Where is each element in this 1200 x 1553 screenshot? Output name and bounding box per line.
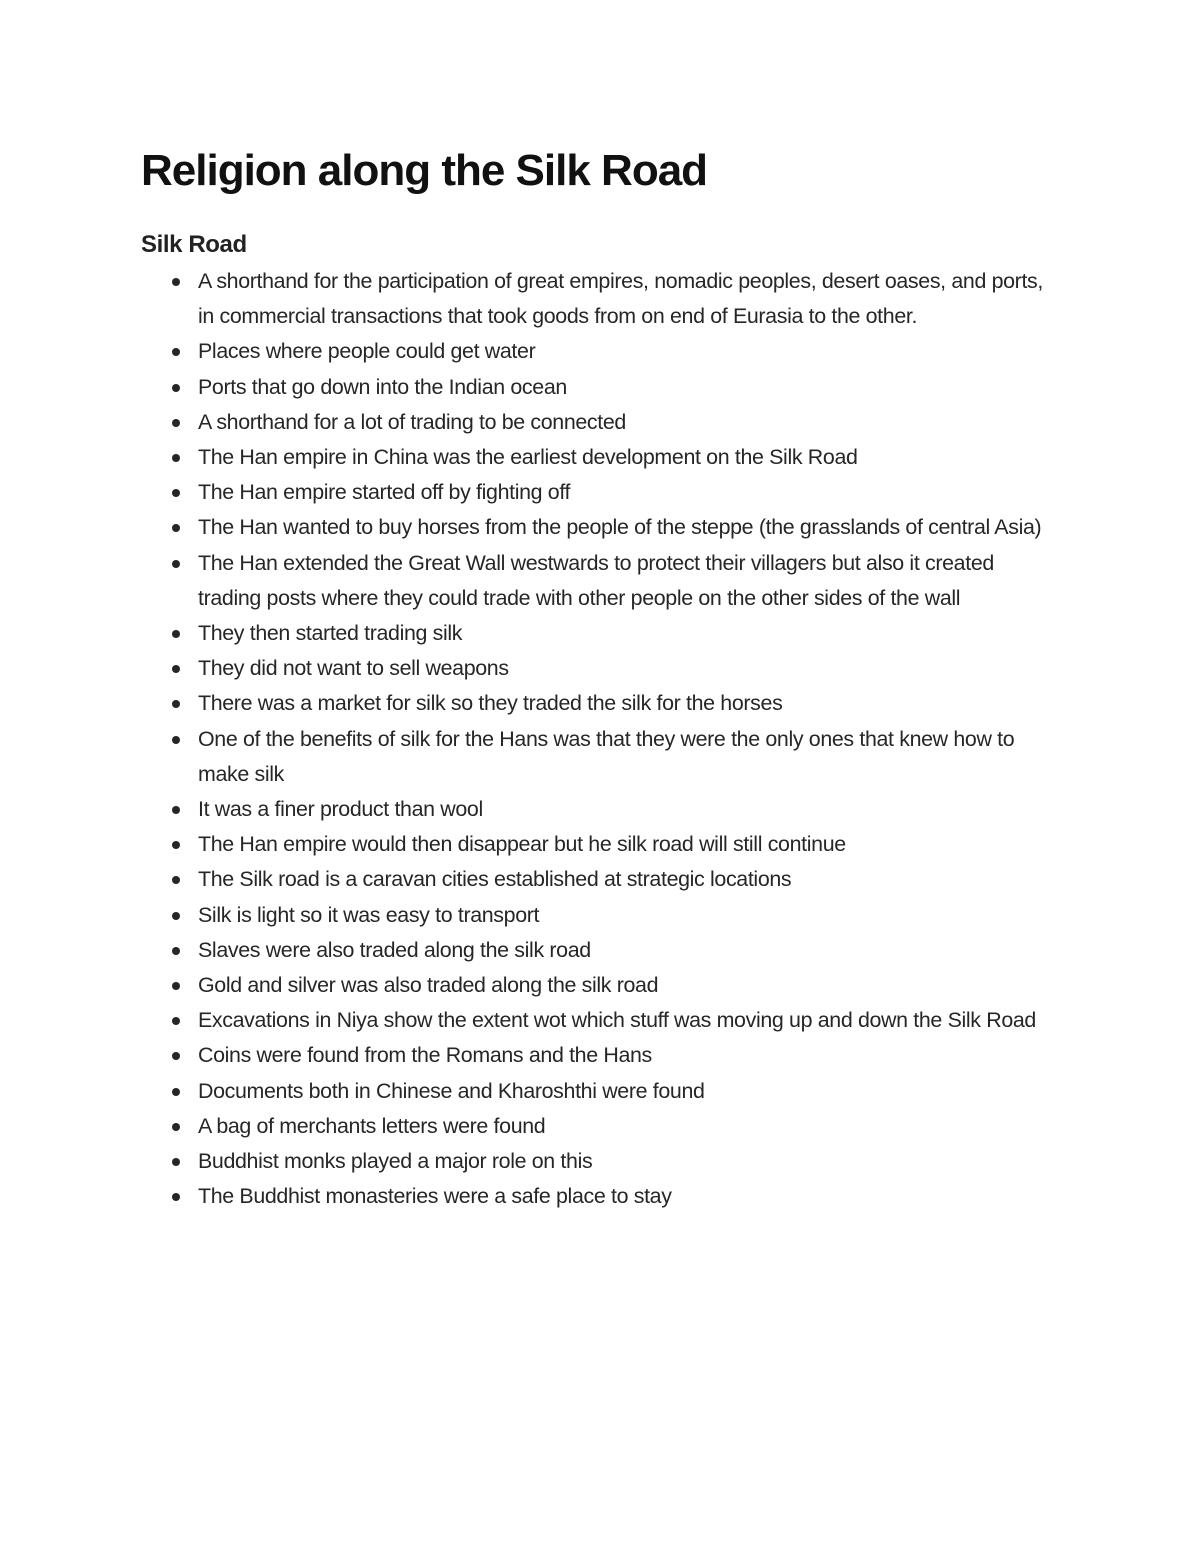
page-title: Religion along the Silk Road xyxy=(141,146,708,195)
bullet-list xyxy=(0,264,1200,1214)
list-item-text: There was a market for silk so they traded the silk for the horses xyxy=(198,691,783,716)
section-heading-silk-road: Silk Road xyxy=(141,231,247,258)
bullet-dot-icon xyxy=(172,1052,180,1060)
list-item-text: It was a finer product than wool xyxy=(198,797,483,822)
list-item-text: The Han empire started off by fighting off xyxy=(198,480,571,505)
bullet-dot-icon xyxy=(172,419,180,427)
bullet-dot-icon xyxy=(172,700,180,708)
list-item-text: A shorthand for a lot of trading to be connected xyxy=(198,409,626,434)
list-item xyxy=(198,1038,1058,1073)
bullet-dot-icon xyxy=(172,736,180,744)
bullet-dot-icon xyxy=(172,912,180,920)
bullet-dot-icon xyxy=(172,1123,180,1131)
list-item xyxy=(198,1144,1058,1179)
list-item xyxy=(198,264,1058,334)
list-item-text: One of the benefits of silk for the Hans was that they were the only ones that knew how to make silk xyxy=(198,726,1015,786)
list-item-text: They did not want to sell weapons xyxy=(198,656,509,681)
list-item xyxy=(198,686,1058,721)
list-item xyxy=(198,827,1058,862)
bullet-dot-icon xyxy=(172,348,180,356)
list-item-text: The Han wanted to buy horses from the people of the steppe (the grasslands of central Asia) xyxy=(198,515,1042,540)
list-item xyxy=(198,898,1058,933)
list-item xyxy=(198,722,1058,792)
list-item xyxy=(198,405,1058,440)
list-item xyxy=(198,510,1058,545)
bullet-dot-icon xyxy=(172,630,180,638)
list-item-text: They then started trading silk xyxy=(198,621,463,646)
list-item xyxy=(198,440,1058,475)
list-item xyxy=(198,475,1058,510)
list-item-text: Coins were found from the Romans and the Hans xyxy=(198,1043,652,1068)
list-item-text: Slaves were also traded along the silk road xyxy=(198,937,591,962)
list-item-text: Buddhist monks played a major role on this xyxy=(198,1149,593,1174)
list-item xyxy=(198,546,1058,616)
list-item xyxy=(198,862,1058,897)
bullet-dot-icon xyxy=(172,278,180,286)
list-item-text: The Han empire would then disappear but he silk road will still continue xyxy=(198,832,846,857)
bullet-dot-icon xyxy=(172,982,180,990)
list-item xyxy=(198,334,1058,369)
bullet-dot-icon xyxy=(172,1088,180,1096)
bullet-dot-icon xyxy=(172,876,180,884)
list-item xyxy=(198,968,1058,1003)
list-item-text: The Silk road is a caravan cities established at strategic locations xyxy=(198,867,792,892)
list-item-text: A bag of merchants letters were found xyxy=(198,1113,546,1138)
list-item-text: Documents both in Chinese and Kharoshthi were found xyxy=(198,1078,705,1103)
list-item-text: The Han extended the Great Wall westwards to protect their villagers but also it created trading posts where they could trade with other people on the other sides of the wall xyxy=(198,550,994,610)
bullet-dot-icon xyxy=(172,841,180,849)
list-item xyxy=(198,792,1058,827)
list-item-text: Excavations in Niya show the extent wot which stuff was moving up and down the Silk Road xyxy=(198,1008,1036,1033)
list-item xyxy=(198,1074,1058,1109)
list-item-text: The Han empire in China was the earliest development on the Silk Road xyxy=(198,445,858,470)
list-item-text: Silk is light so it was easy to transport xyxy=(198,902,540,927)
list-item xyxy=(198,933,1058,968)
list-item xyxy=(198,1179,1058,1214)
bullet-dot-icon xyxy=(172,665,180,673)
bullet-dot-icon xyxy=(172,806,180,814)
list-item-text: Gold and silver was also traded along the silk road xyxy=(198,973,659,998)
bullet-dot-icon xyxy=(172,560,180,568)
list-item xyxy=(198,616,1058,651)
bullet-dot-icon xyxy=(172,1017,180,1025)
list-item-text: The Buddhist monasteries were a safe place to stay xyxy=(198,1184,672,1209)
bullet-dot-icon xyxy=(172,1158,180,1166)
bullet-dot-icon xyxy=(172,384,180,392)
bullet-dot-icon xyxy=(172,489,180,497)
list-item xyxy=(198,1003,1058,1038)
list-item xyxy=(198,370,1058,405)
list-item-text: Ports that go down into the Indian ocean xyxy=(198,374,567,399)
list-item-text: Places where people could get water xyxy=(198,339,536,364)
list-item xyxy=(198,1109,1058,1144)
bullet-dot-icon xyxy=(172,947,180,955)
list-item-text: A shorthand for the participation of great empires, nomadic peoples, desert oases, and ports, in commercial transactions that took goods from on end of Eurasia to the other. xyxy=(198,269,1043,329)
bullet-dot-icon xyxy=(172,1193,180,1201)
bullet-dot-icon xyxy=(172,524,180,532)
list-item xyxy=(198,651,1058,686)
bullet-dot-icon xyxy=(172,454,180,462)
